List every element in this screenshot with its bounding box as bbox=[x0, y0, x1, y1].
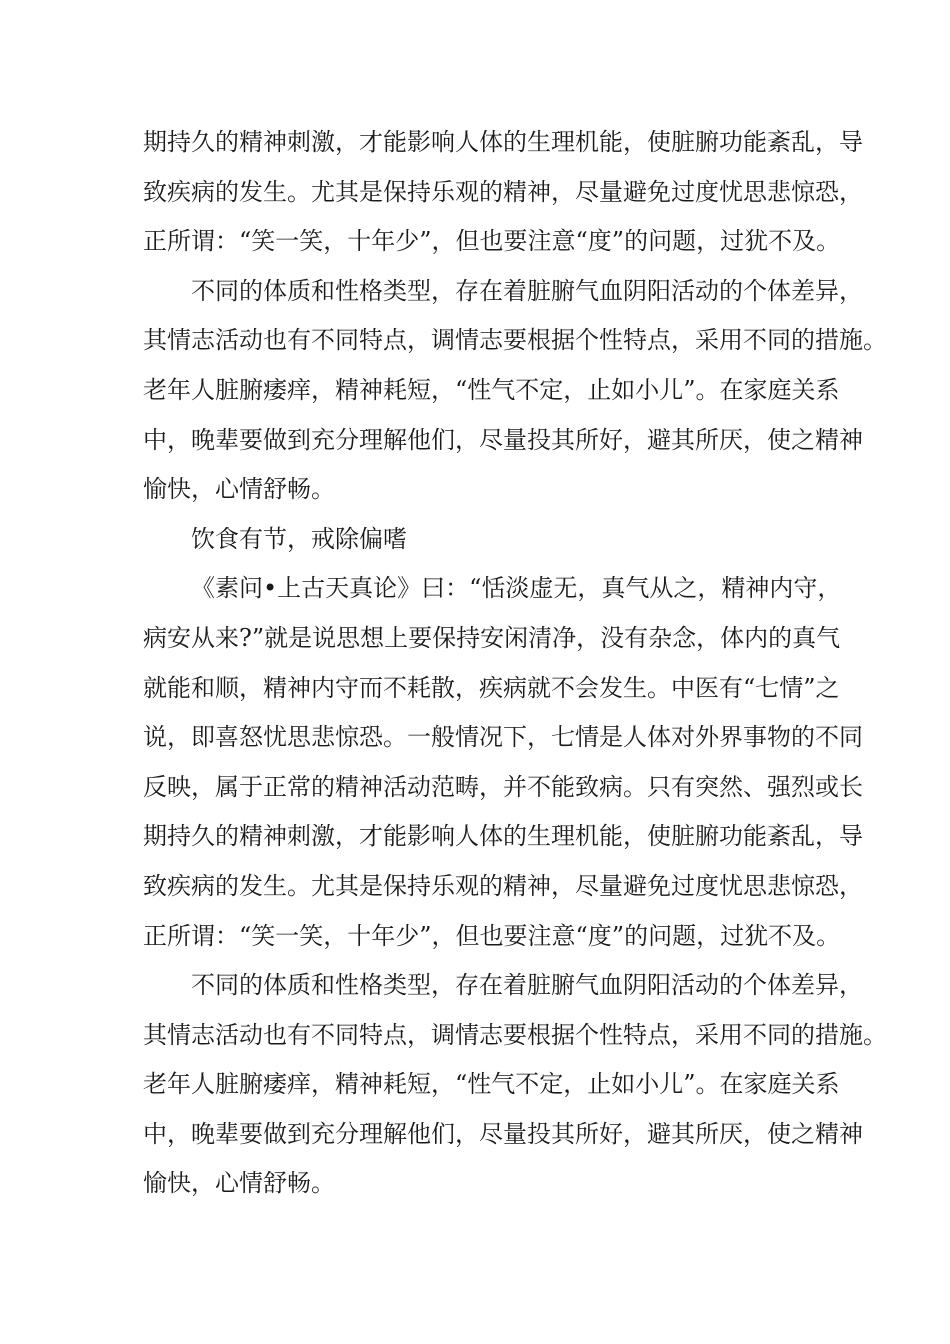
text-line: 致疾病的发生。尤其是保持乐观的精神，尽量避免过度忧思悲惊恐， bbox=[143, 871, 863, 900]
text-line: 正所谓：“笑一笑，十年少”，但也要注意“度”的问题，过犹不及。 bbox=[143, 227, 841, 256]
text-line: 期持久的精神刺激，才能影响人体的生理机能，使脏腑功能紊乱，导 bbox=[143, 128, 863, 156]
paragraph-first-line: 不同的体质和性格类型，存在着脏腑气血阴阳活动的个体差异， bbox=[191, 971, 863, 1000]
text-line: 反映，属于正常的精神活动范畴，并不能致病。只有突然、强烈或长 bbox=[143, 772, 863, 801]
text-line: 老年人脏腑痿痒，精神耗短，“性气不定，止如小儿”。在家庭关系 bbox=[143, 375, 840, 404]
document-body bbox=[143, 118, 887, 1209]
section-heading: 饮食有节，戒除偏嗜 bbox=[191, 524, 407, 553]
text-line: 致疾病的发生。尤其是保持乐观的精神，尽量避免过度忧思悲惊恐， bbox=[143, 177, 863, 206]
text-line: 老年人脏腑痿痒，精神耗短，“性气不定，止如小儿”。在家庭关系 bbox=[143, 1070, 840, 1099]
text-line: 期持久的精神刺激，才能影响人体的生理机能，使脏腑功能紊乱，导 bbox=[143, 822, 863, 851]
text-line: 病安从来?”就是说思想上要保持安闲清净，没有杂念，体内的真气 bbox=[143, 623, 841, 652]
text-line: 就能和顺，精神内守而不耗散，疾病就不会发生。中医有“七情”之 bbox=[143, 673, 840, 702]
text-line: 愉快，心情舒畅。 bbox=[143, 1169, 335, 1198]
text-line: 其情志活动也有不同特点，调情志要根据个性特点，采用不同的措施。 bbox=[143, 326, 887, 355]
paragraph-first-line: 《素问•上古天真论》曰：“恬淡虚无，真气从之，精神内守， bbox=[191, 574, 842, 603]
paragraph-first-line: 不同的体质和性格类型，存在着脏腑气血阴阳活动的个体差异， bbox=[191, 276, 863, 305]
text-line: 中，晚辈要做到充分理解他们，尽量投其所好，避其所厌，使之精神 bbox=[143, 1119, 863, 1148]
text-line: 说，即喜怒忧思悲惊恐。一般情况下，七情是人体对外界事物的不同 bbox=[143, 723, 863, 752]
text-line: 愉快，心情舒畅。 bbox=[143, 475, 335, 504]
text-line: 正所谓：“笑一笑，十年少”，但也要注意“度”的问题，过犹不及。 bbox=[143, 921, 841, 950]
text-line: 其情志活动也有不同特点，调情志要根据个性特点，采用不同的措施。 bbox=[143, 1020, 887, 1049]
text-line: 中，晚辈要做到充分理解他们，尽量投其所好，避其所厌，使之精神 bbox=[143, 425, 863, 454]
